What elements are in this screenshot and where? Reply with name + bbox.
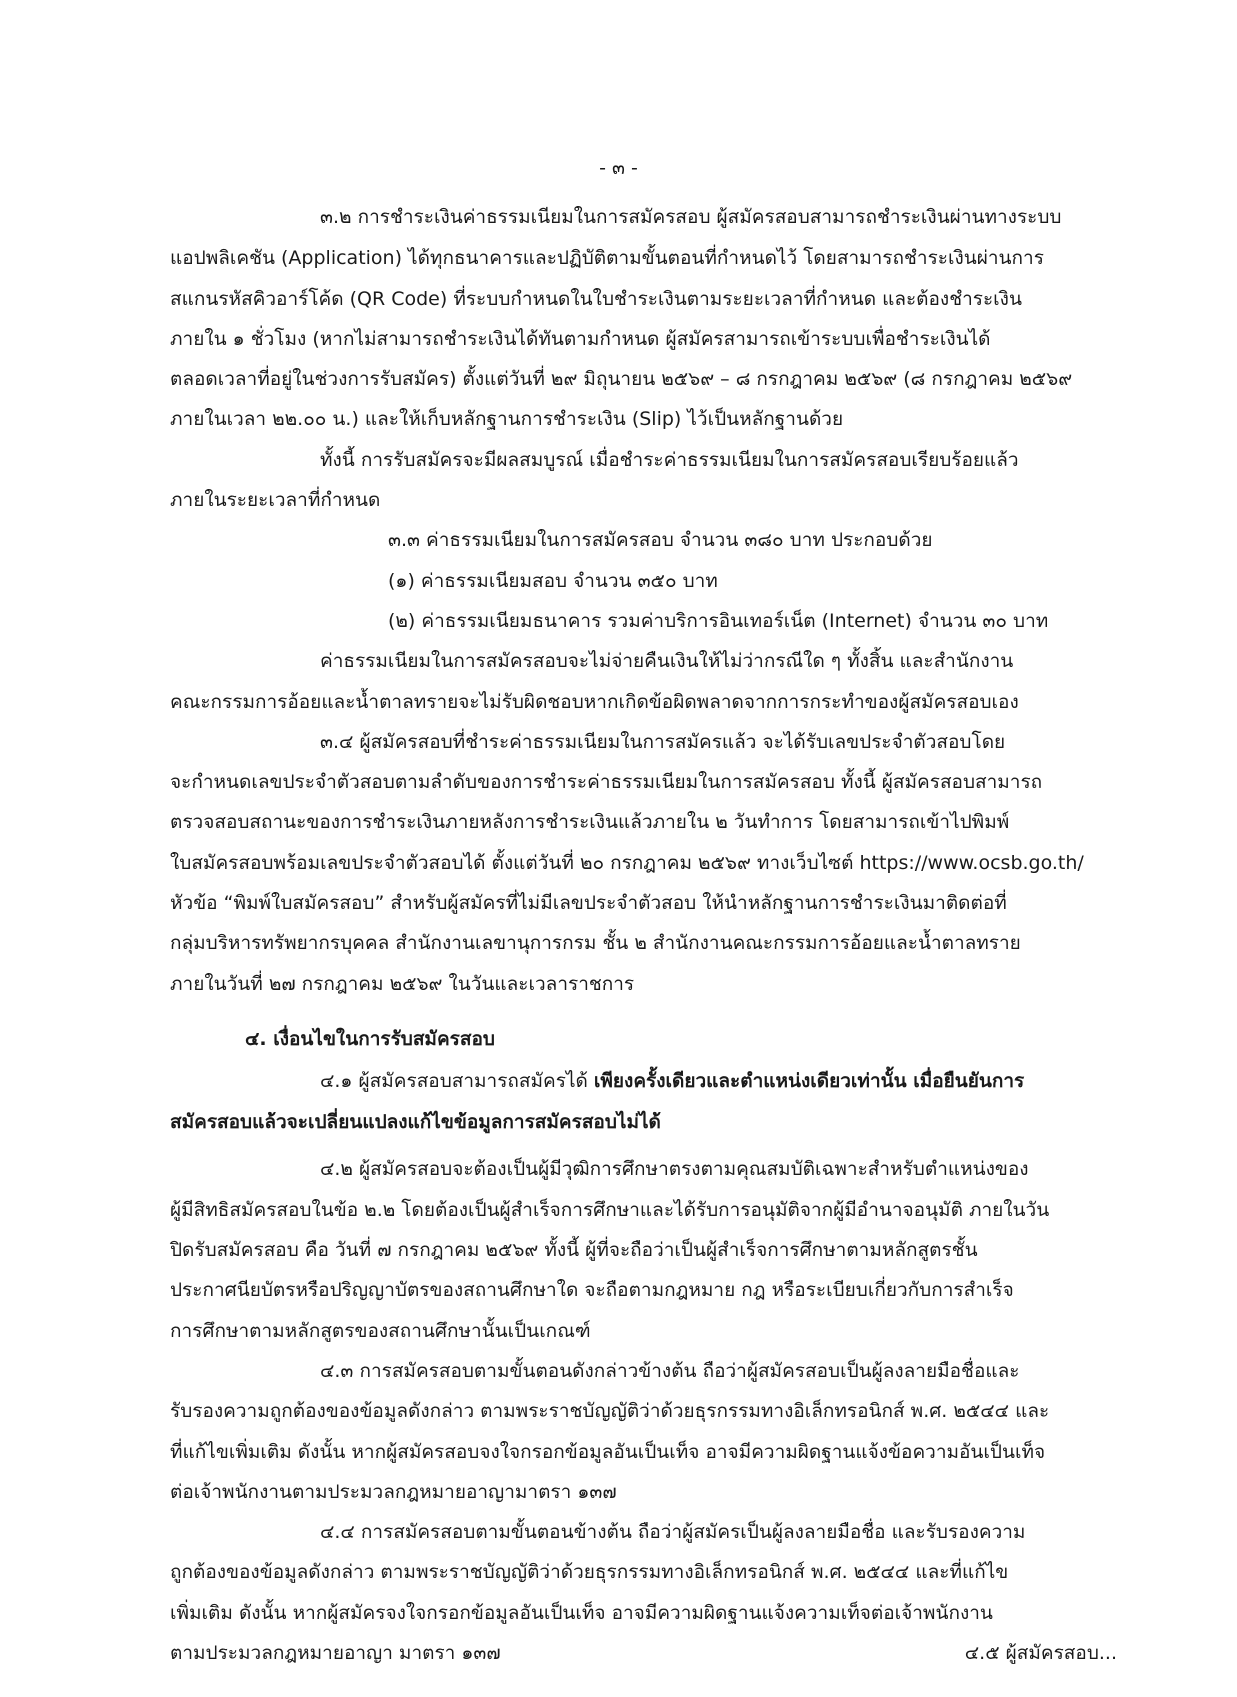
paragraph-3-3-item-1: (๑) ค่าธรรมเนียมสอบ จำนวน ๓๕๐ บาท [388, 569, 718, 592]
paragraph-4-4-line-2: ถูกต้องของข้อมูลดังกล่าว ตามพระราชบัญญัติว่าด้วยธุรกรรมทางอิเล็กทรอนิกส์ พ.ศ. ๒๕๔๔ และที่แก้ไข [170, 1561, 1009, 1584]
paragraph-4-3-line-2: รับรองความถูกต้องของข้อมูลดังกล่าว ตามพระราชบัญญัติว่าด้วยธุรกรรมทางอิเล็กทรอนิกส์ พ.ศ. ๒๕๔๔ และ [170, 1400, 1050, 1423]
paragraph-4-2-line-5: การศึกษาตามหลักสูตรของสถานศึกษานั้นเป็นเกณฑ์ [170, 1319, 591, 1342]
paragraph-4-2-line-2: ผู้มีสิทธิสมัครสอบในข้อ ๒.๒ โดยต้องเป็นผู้สำเร็จการศึกษาและได้รับการอนุมัติจากผู้มีอำนาจอนุมัติ ภายในวัน [170, 1198, 1050, 1221]
paragraph-3-2-note-line-1: ทั้งนี้ การรับสมัครจะมีผลสมบูรณ์ เมื่อชำระค่าธรรมเนียมในการสมัครสอบเรียบร้อยแล้ว [320, 448, 1019, 471]
paragraph-4-3-line-1: ๔.๓ การสมัครสอบตามขั้นตอนดังกล่าวข้างต้น ถือว่าผู้สมัครสอบเป็นผู้ลงลายมือชื่อและ [320, 1359, 1020, 1382]
paragraph-3-4-line-4: ใบสมัครสอบพร้อมเลขประจำตัวสอบได้ ตั้งแต่วันที่ ๒๐ กรกฎาคม ๒๕๖๙ ทางเว็บไซต์ https://www.ocsb.go.th/ [170, 851, 1084, 874]
paragraph-4-2-line-3: ปิดรับสมัครสอบ คือ วันที่ ๗ กรกฎาคม ๒๕๖๙ ทั้งนี้ ผู้ที่จะถือว่าเป็นผู้สำเร็จการศึกษาตามหลักสูตรชั้น [170, 1239, 978, 1262]
paragraph-3-2-line-1: ๓.๒ การชำระเงินค่าธรรมเนียมในการสมัครสอบ ผู้สมัครสอบสามารถชำระเงินผ่านทางระบบ [320, 206, 1062, 228]
paragraph-4-1-intro: ๔.๑ ผู้สมัครสอบสามารถสมัครได้ [320, 1069, 594, 1092]
paragraph-3-3-item-2: (๒) ค่าธรรมเนียมธนาคาร รวมค่าบริการอินเทอร์เน็ต (Internet) จำนวน ๓๐ บาท [388, 609, 1049, 632]
paragraph-4-2-line-4: ประกาศนียบัตรหรือปริญญาบัตรของสถานศึกษาใด จะถือตามกฎหมาย กฎ หรือระเบียบเกี่ยวกับการสำเร็จ [170, 1279, 1014, 1302]
paragraph-3-2-line-2: แอปพลิเคชัน (Application) ได้ทุกธนาคารและปฏิบัติตามขั้นตอนที่กำหนดไว้ โดยสามารถชำระเงินผ่านการ [170, 247, 1044, 270]
paragraph-3-3-heading: ๓.๓ ค่าธรรมเนียมในการสมัครสอบ จำนวน ๓๘๐ บาท ประกอบด้วย [388, 529, 933, 552]
paragraph-3-4-line-3: ตรวจสอบสถานะของการชำระเงินภายหลังการชำระเงินแล้วภายใน ๒ วันทำการ โดยสามารถเข้าไปพิมพ์ [170, 811, 1010, 834]
paragraph-4-3-line-4: ต่อเจ้าพนักงานตามประมวลกฎหมายอาญามาตรา ๑๓๗ [170, 1480, 617, 1503]
continuation-marker: ๔.๕ ผู้สมัครสอบ... [964, 1642, 1117, 1664]
paragraph-3-4-line-6: กลุ่มบริหารทรัพยากรบุคคล สำนักงานเลขานุการกรม ชั้น ๒ สำนักงานคณะกรรมการอ้อยและน้ำตาลทราย [170, 932, 1021, 955]
paragraph-3-4-line-5: หัวข้อ “พิมพ์ใบสมัครสอบ” สำหรับผู้สมัครที่ไม่มีเลขประจำตัวสอบ ให้นำหลักฐานการชำระเงินมาติดต่อที่ [170, 892, 1007, 915]
paragraph-4-4-line-4: ตามประมวลกฎหมายอาญา มาตรา ๑๓๗ [170, 1642, 501, 1664]
paragraph-4-1-line-1 [320, 1068, 1024, 1094]
paragraph-4-4-line-3: เพิ่มเติม ดังนั้น หากผู้สมัครจงใจกรอกข้อมูลอันเป็นเท็จ อาจมีความผิดฐานแจ้งความเท็จต่อเจ้าพนักงาน [170, 1601, 993, 1624]
section-4-heading: ๔. เงื่อนไขในการรับสมัครสอบ [245, 1027, 495, 1050]
paragraph-3-2-line-5: ตลอดเวลาที่อยู่ในช่วงการรับสมัคร) ตั้งแต่วันที่ ๒๙ มิถุนายน ๒๕๖๙ – ๘ กรกฎาคม ๒๕๖๙ (๘ กรกฎาคม ๒๕๖๙ [170, 368, 1073, 391]
paragraph-3-2-note-line-2: ภายในระยะเวลาที่กำหนด [170, 489, 381, 512]
paragraph-4-3-line-3: ที่แก้ไขเพิ่มเติม ดังนั้น หากผู้สมัครสอบจงใจกรอกข้อมูลอันเป็นเท็จ อาจมีความผิดฐานแจ้งข้อความอันเป็นเท็จ [170, 1440, 1046, 1463]
paragraph-3-2-line-6: ภายในเวลา ๒๒.๐๐ น.) และให้เก็บหลักฐานการชำระเงิน (Slip) ไว้เป็นหลักฐานด้วย [170, 408, 844, 431]
paragraph-3-3-note-line-2: คณะกรรมการอ้อยและน้ำตาลทรายจะไม่รับผิดชอบหากเกิดข้อผิดพลาดจากการกระทำของผู้สมัครสอบเอง [170, 690, 1019, 713]
paragraph-4-2-line-1: ๔.๒ ผู้สมัครสอบจะต้องเป็นผู้มีวุฒิการศึกษาตรงตามคุณสมบัติเฉพาะสำหรับตำแหน่งของ [320, 1158, 1029, 1181]
paragraph-3-4-line-2: จะกำหนดเลขประจำตัวสอบตามลำดับของการชำระค่าธรรมเนียมในการสมัครสอบ ทั้งนี้ ผู้สมัครสอบสามารถ [170, 771, 1043, 794]
paragraph-3-4-line-7: ภายในวันที่ ๒๗ กรกฎาคม ๒๕๖๙ ในวันและเวลาราชการ [170, 972, 635, 995]
paragraph-3-2-line-4: ภายใน ๑ ชั่วโมง (หากไม่สามารถชำระเงินได้ทันตามกำหนด ผู้สมัครสามารถเข้าระบบเพื่อชำระเงินได้ [170, 327, 991, 350]
paragraph-3-4-line-1: ๓.๔ ผู้สมัครสอบที่ชำระค่าธรรมเนียมในการสมัครแล้ว จะได้รับเลขประจำตัวสอบโดย [320, 730, 1006, 753]
page-number: - ๓ - [599, 157, 638, 179]
paragraph-3-2-line-3: สแกนรหัสคิวอาร์โค้ด (QR Code) ที่ระบบกำหนดในใบชำระเงินตามระยะเวลาที่กำหนด และต้องชำระเงิน [170, 287, 1022, 310]
paragraph-3-3-note-line-1: ค่าธรรมเนียมในการสมัครสอบจะไม่จ่ายคืนเงินให้ไม่ว่ากรณีใด ๆ ทั้งสิ้น และสำนักงาน [320, 650, 1014, 673]
paragraph-4-4-line-1: ๔.๔ การสมัครสอบตามขั้นตอนข้างต้น ถือว่าผู้สมัครเป็นผู้ลงลายมือชื่อ และรับรองความ [320, 1521, 1026, 1544]
paragraph-4-1-emphasis: เพียงครั้งเดียวและตำแหน่งเดียวเท่านั้น เมื่อยืนยันการ [593, 1069, 1025, 1092]
paragraph-4-1-line-2: สมัครสอบแล้วจะเปลี่ยนแปลงแก้ไขข้อมูลการสมัครสอบไม่ได้ [170, 1111, 661, 1134]
